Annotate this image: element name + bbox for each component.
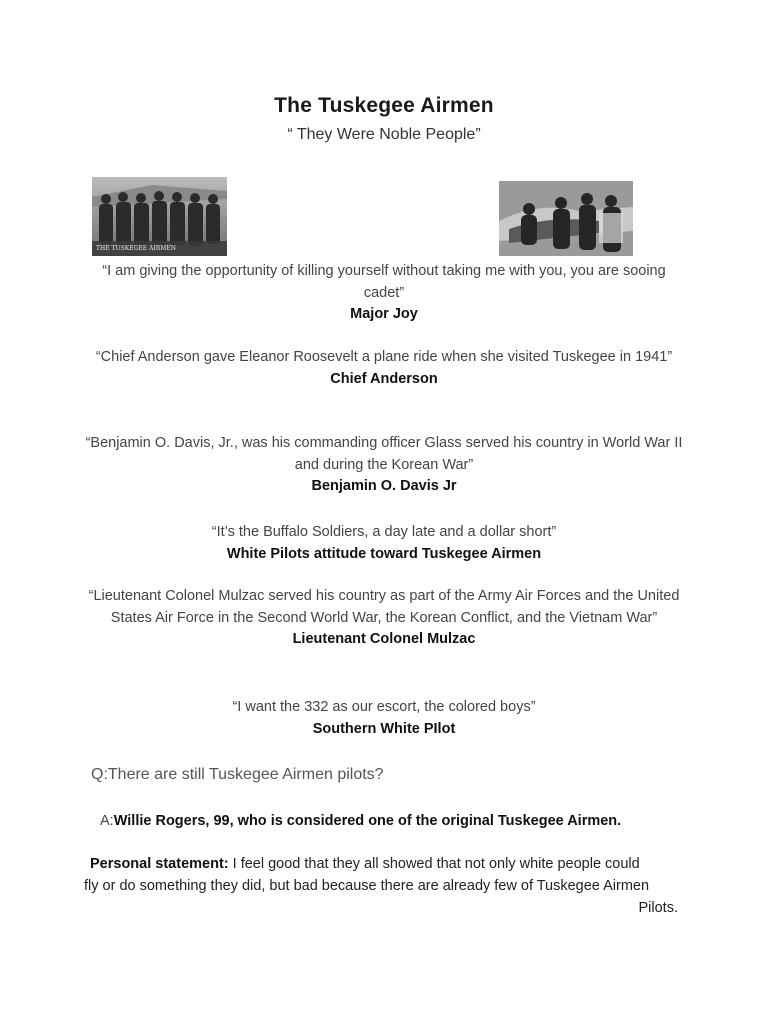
answer-text xyxy=(100,813,621,829)
quote-text: “It’s the Buffalo Soldiers, a day late and a dollar short” xyxy=(211,524,557,540)
quote-block xyxy=(84,433,684,498)
question-text: Q:There are still Tuskegee Airmen pilots? xyxy=(91,766,384,783)
statement-line-1 xyxy=(84,853,678,875)
quote-author: Lieutenant Colonel Mulzac xyxy=(292,631,476,647)
quote-author: Chief Anderson xyxy=(330,370,438,387)
statement-label: Personal statement: xyxy=(90,856,229,872)
quote-text: “I am giving the opportunity of killing yourself without taking me with you, you are sooing cadet” xyxy=(102,263,666,301)
quote-text: “Benjamin O. Davis, Jr., was his commanding officer Glass served his country in World War II and during the Korean War” xyxy=(85,435,683,473)
quote-text: “I want the 332 as our escort, the colored boys” xyxy=(232,699,536,715)
personal-statement xyxy=(84,853,678,919)
quote-author: Southern White PIlot xyxy=(312,720,456,737)
statement-line-2: fly or do something they did, but bad because there are already few of Tuskegee Airmen xyxy=(84,878,650,894)
document-title: The Tuskegee Airmen xyxy=(274,94,494,117)
quote-block xyxy=(84,586,684,651)
quote-block xyxy=(84,347,684,390)
answer-prefix: A: xyxy=(100,813,114,829)
airmen-aircraft-photo xyxy=(499,181,633,256)
statement-text-1: I feel good that they all showed that not only white people could xyxy=(228,856,640,872)
quote-block xyxy=(84,522,684,565)
quote-author: Benjamin O. Davis Jr xyxy=(311,478,457,494)
quote-block xyxy=(84,261,684,326)
statement-line-3: Pilots. xyxy=(638,900,678,916)
quote-block xyxy=(84,697,684,740)
document-subtitle: “ They Were Noble People” xyxy=(287,126,481,143)
airmen-group-photo xyxy=(92,177,227,256)
quote-author: White Pilots attitude toward Tuskegee Airmen xyxy=(226,545,542,562)
quote-author: Major Joy xyxy=(350,306,418,322)
answer-body: Willie Rogers, 99, who is considered one of the original Tuskegee Airmen. xyxy=(113,813,622,829)
photo-caption: THE TUSKEGEE AIRMEN xyxy=(96,245,177,252)
quote-text: “Chief Anderson gave Eleanor Roosevelt a plane ride when she visited Tuskegee in 1941” xyxy=(95,349,673,365)
quote-text: “Lieutenant Colonel Mulzac served his country as part of the Army Air Forces and the United States Air Force in the Second World War, the Korean Conflict, and the Vietnam War” xyxy=(88,588,680,626)
